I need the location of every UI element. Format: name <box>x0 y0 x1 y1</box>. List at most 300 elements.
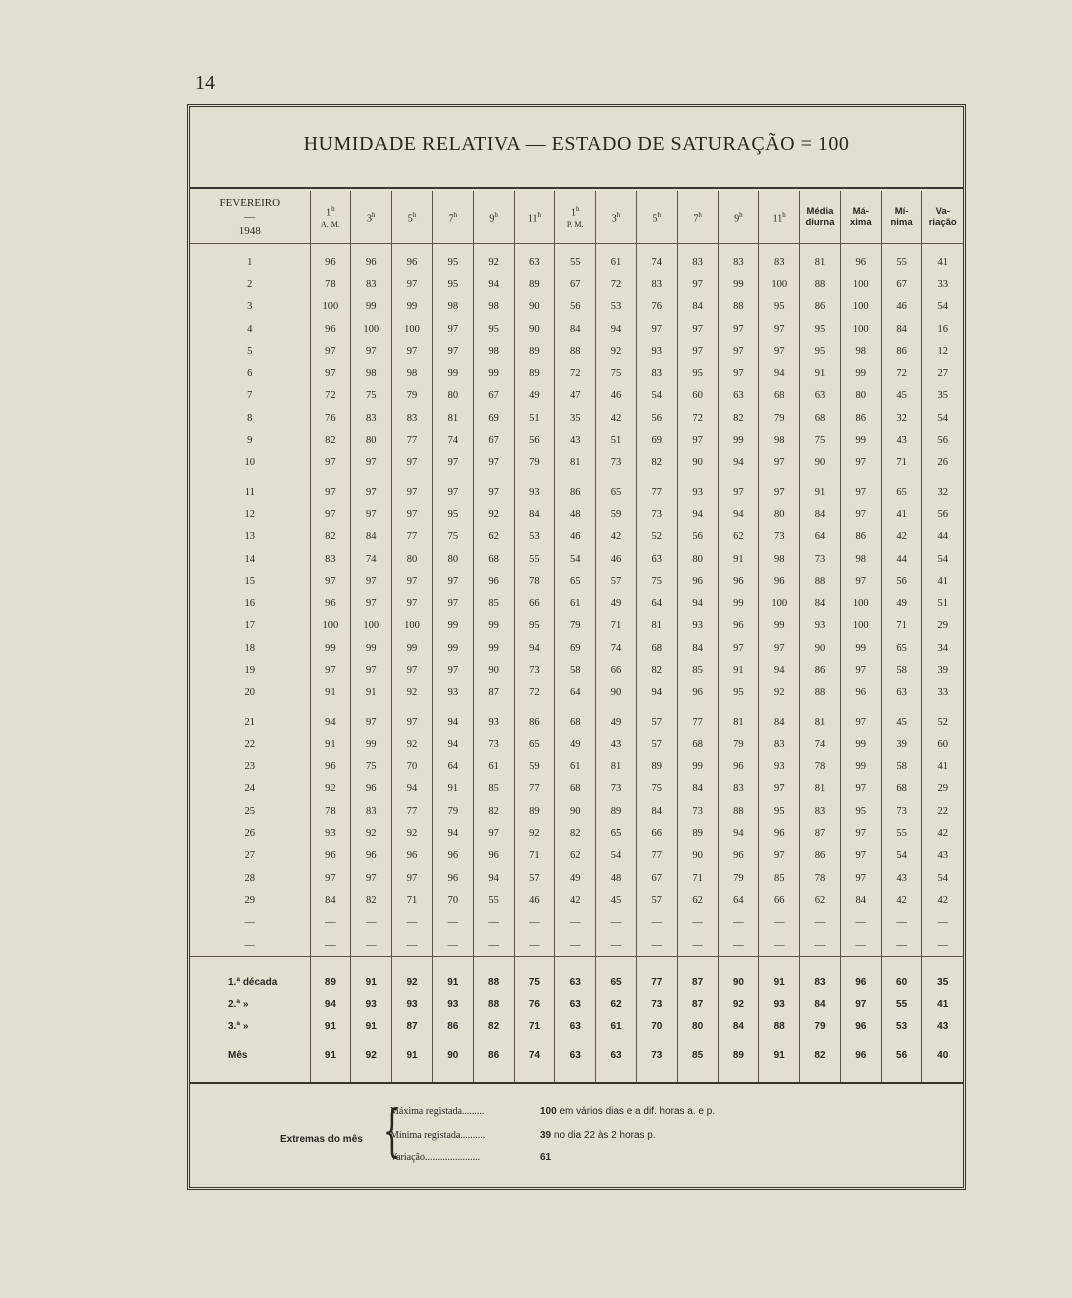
cell-value: 94 <box>759 362 800 384</box>
cell-value: 80 <box>759 503 800 525</box>
cell-value: 100 <box>759 273 800 295</box>
cell-value: 79 <box>392 385 433 407</box>
cell-value: 86 <box>514 711 555 733</box>
cell-value: 100 <box>840 273 881 295</box>
min-header-line: Mí- <box>894 206 909 217</box>
cell-value: 97 <box>432 340 473 362</box>
table-row <box>190 526 963 548</box>
cell-value: 49 <box>555 867 596 889</box>
cell-value: 91 <box>432 971 473 993</box>
cell-value: 43 <box>596 733 637 755</box>
cell-value: 86 <box>881 340 922 362</box>
hour-label: 7 <box>448 213 454 225</box>
cell-value: 80 <box>392 548 433 570</box>
cell-value: — <box>514 912 555 934</box>
spacer-cell <box>310 957 351 972</box>
cell-value: 85 <box>473 778 514 800</box>
cell-value: 79 <box>514 452 555 474</box>
cell-value: 80 <box>677 1016 718 1038</box>
cell-value: 65 <box>596 822 637 844</box>
cell-value: 47 <box>555 385 596 407</box>
cell-value: 52 <box>636 526 677 548</box>
cell-value: 97 <box>759 481 800 503</box>
cell-value: 93 <box>677 615 718 637</box>
hour-header <box>636 191 677 244</box>
cell-value: 94 <box>473 273 514 295</box>
cell-value: 56 <box>922 503 963 525</box>
cell-value: 93 <box>432 994 473 1016</box>
cell-value: 49 <box>596 592 637 614</box>
cell-value: 99 <box>392 637 433 659</box>
row-label: 3 <box>247 301 253 313</box>
hour-header <box>718 191 759 244</box>
cell-value: 58 <box>881 659 922 681</box>
table-row <box>190 570 963 592</box>
cell-value: 81 <box>596 756 637 778</box>
cell-value: 92 <box>351 822 392 844</box>
spacer-cell <box>473 244 514 252</box>
cell-value: 66 <box>636 822 677 844</box>
cell-value: 73 <box>636 1038 677 1072</box>
spacer-cell <box>596 957 637 972</box>
cell-value: 95 <box>432 251 473 273</box>
cell-value: 40 <box>922 1038 963 1072</box>
cell-value: 57 <box>514 867 555 889</box>
page-number: 14 <box>195 72 215 94</box>
cell-value: 79 <box>555 615 596 637</box>
spacer-cell <box>718 957 759 972</box>
cell-value: 76 <box>636 296 677 318</box>
cell-value: 75 <box>800 429 841 451</box>
cell-value: — <box>881 934 922 957</box>
spacer-cell <box>840 474 881 481</box>
cell-value: 96 <box>840 682 881 704</box>
cell-value: 46 <box>555 526 596 548</box>
cell-value: 45 <box>596 889 637 911</box>
cell-value: 97 <box>310 340 351 362</box>
cell-value: 100 <box>840 592 881 614</box>
cell-value: 92 <box>514 822 555 844</box>
cell-value: 79 <box>432 800 473 822</box>
table-row <box>190 481 963 503</box>
cell-value: 88 <box>555 340 596 362</box>
cell-value: 49 <box>555 733 596 755</box>
cell-value: 89 <box>718 1038 759 1072</box>
extreme-variation-label: Variação...................... <box>390 1152 480 1163</box>
spacer-cell <box>351 957 392 972</box>
cell-value: 57 <box>636 889 677 911</box>
cell-value: 94 <box>636 682 677 704</box>
cell-value: 53 <box>514 526 555 548</box>
table-row <box>190 912 963 934</box>
spacer-cell <box>555 704 596 711</box>
cell-value: 100 <box>392 318 433 340</box>
cell-value: 84 <box>840 889 881 911</box>
table-row <box>190 934 963 957</box>
cell-value: 90 <box>800 452 841 474</box>
cell-value: 97 <box>310 570 351 592</box>
cell-value: 84 <box>677 296 718 318</box>
cell-value: 72 <box>677 407 718 429</box>
cell-value: 41 <box>922 994 963 1016</box>
cell-value: 82 <box>310 429 351 451</box>
cell-value: — <box>840 912 881 934</box>
cell-value: 97 <box>473 481 514 503</box>
cell-value: 97 <box>677 340 718 362</box>
hour-label: 5 <box>407 213 413 225</box>
cell-value: 77 <box>636 481 677 503</box>
cell-value: 99 <box>473 362 514 384</box>
cell-value: 73 <box>677 800 718 822</box>
cell-value: 97 <box>473 452 514 474</box>
cell-value: 84 <box>718 1016 759 1038</box>
table-frame <box>187 104 966 1190</box>
spacer-cell <box>473 474 514 481</box>
cell-value: 92 <box>392 971 433 993</box>
row-label: 1 <box>247 256 253 268</box>
cell-value: 87 <box>677 971 718 993</box>
cell-value: 64 <box>636 592 677 614</box>
cell-value: 97 <box>392 570 433 592</box>
cell-value: 90 <box>514 296 555 318</box>
min-header-line: nima <box>890 217 913 228</box>
cell-value: 68 <box>881 778 922 800</box>
spacer-cell <box>759 244 800 252</box>
cell-value: 84 <box>759 711 800 733</box>
cell-value: 79 <box>718 867 759 889</box>
cell-value: 84 <box>677 778 718 800</box>
cell-value: 73 <box>596 452 637 474</box>
min-header <box>881 191 922 244</box>
cell-value: 72 <box>596 273 637 295</box>
mean-header-line: Média <box>806 206 834 217</box>
cell-value: 41 <box>922 251 963 273</box>
cell-value: 90 <box>800 637 841 659</box>
cell-value: 68 <box>473 548 514 570</box>
cell-value: 96 <box>718 570 759 592</box>
cell-value: 94 <box>310 711 351 733</box>
spacer-cell <box>840 704 881 711</box>
row-label: 4 <box>247 323 253 335</box>
extreme-max-note: em vários dias e a dif. horas a. e p. <box>556 1106 716 1117</box>
cell-value: 91 <box>351 682 392 704</box>
cell-value: 91 <box>718 548 759 570</box>
cell-value: — <box>718 934 759 957</box>
cell-value: 84 <box>514 503 555 525</box>
row-label: Mês <box>228 1049 248 1061</box>
row-label: — <box>244 917 256 929</box>
cell-value: 82 <box>310 526 351 548</box>
cell-value: 67 <box>555 273 596 295</box>
cell-value: 83 <box>351 407 392 429</box>
hour-label: 1 <box>570 207 576 219</box>
cell-value: 63 <box>555 1038 596 1072</box>
cell-value: 69 <box>636 429 677 451</box>
cell-value: — <box>514 934 555 957</box>
cell-value: 54 <box>636 385 677 407</box>
cell-value: 79 <box>759 407 800 429</box>
extreme-min-label: Mínima registada.......... <box>390 1130 486 1141</box>
cell-value: 41 <box>922 570 963 592</box>
cell-value: 96 <box>351 845 392 867</box>
cell-value: 82 <box>718 407 759 429</box>
cell-value: 95 <box>800 318 841 340</box>
hour-header <box>432 191 473 244</box>
cell-value: 96 <box>840 1038 881 1072</box>
cell-value: 46 <box>596 548 637 570</box>
cell-value: 74 <box>514 1038 555 1072</box>
cell-value: — <box>636 934 677 957</box>
cell-value: — <box>555 934 596 957</box>
cell-value: 96 <box>718 615 759 637</box>
row-label: 25 <box>244 805 256 817</box>
cell-value: 89 <box>677 822 718 844</box>
cell-value: 97 <box>677 429 718 451</box>
cell-value: 85 <box>473 592 514 614</box>
cell-value: 74 <box>636 251 677 273</box>
cell-value: 71 <box>514 845 555 867</box>
hour-header <box>392 191 433 244</box>
table-row <box>190 251 963 273</box>
cell-value: 88 <box>759 1016 800 1038</box>
cell-value: 68 <box>759 385 800 407</box>
cell-value: 91 <box>800 362 841 384</box>
cell-value: 83 <box>636 362 677 384</box>
cell-value: 46 <box>514 889 555 911</box>
cell-value: 81 <box>800 778 841 800</box>
cell-value: 54 <box>922 548 963 570</box>
cell-value: 66 <box>759 889 800 911</box>
hour-suffix: h <box>412 210 417 219</box>
cell-value: 55 <box>881 822 922 844</box>
cell-value: 45 <box>881 385 922 407</box>
cell-value: 73 <box>800 548 841 570</box>
cell-value: 69 <box>555 637 596 659</box>
hour-label: 3 <box>611 213 617 225</box>
cell-value: 96 <box>392 251 433 273</box>
cell-value: 72 <box>310 385 351 407</box>
row-label: 14 <box>244 553 256 565</box>
cell-value: 97 <box>677 273 718 295</box>
cell-value: 80 <box>351 429 392 451</box>
cell-value: 94 <box>432 822 473 844</box>
cell-value: — <box>718 912 759 934</box>
row-label: 6 <box>247 368 253 380</box>
cell-value: 90 <box>473 659 514 681</box>
cell-value: 97 <box>759 318 800 340</box>
cell-value: 94 <box>392 778 433 800</box>
cell-value: — <box>351 934 392 957</box>
hour-suffix: h <box>739 210 743 219</box>
cell-value: 99 <box>351 296 392 318</box>
spacer-cell <box>432 957 473 972</box>
spacer-cell <box>677 704 718 711</box>
cell-value: 99 <box>432 362 473 384</box>
cell-value: 59 <box>596 503 637 525</box>
cell-value: 86 <box>800 296 841 318</box>
cell-value: 87 <box>473 682 514 704</box>
cell-value: 71 <box>596 615 637 637</box>
cell-value: 97 <box>636 318 677 340</box>
cell-value: — <box>473 934 514 957</box>
cell-value: 97 <box>677 318 718 340</box>
cell-value: 98 <box>840 548 881 570</box>
cell-value: 57 <box>636 733 677 755</box>
cell-value: 92 <box>596 340 637 362</box>
cell-value: 56 <box>881 570 922 592</box>
cell-value: 43 <box>881 867 922 889</box>
max-header <box>840 191 881 244</box>
extremes-label: Extremas do mês <box>280 1134 363 1145</box>
cell-value: 35 <box>922 385 963 407</box>
cell-value: 55 <box>473 889 514 911</box>
row-label: 1.ª década <box>228 976 278 988</box>
cell-value: 98 <box>759 548 800 570</box>
cell-value: 41 <box>922 756 963 778</box>
cell-value: 90 <box>596 682 637 704</box>
spacer-cell <box>800 704 841 711</box>
month-header <box>190 191 310 244</box>
spacer-cell <box>922 244 963 252</box>
cell-value: 94 <box>432 711 473 733</box>
cell-value: 45 <box>881 711 922 733</box>
cell-value: 99 <box>473 615 514 637</box>
hour-header <box>514 191 555 244</box>
cell-value: 91 <box>432 778 473 800</box>
cell-value: 79 <box>718 733 759 755</box>
spacer-cell <box>881 957 922 972</box>
cell-value: 61 <box>473 756 514 778</box>
cell-value: 57 <box>596 570 637 592</box>
cell-value: 93 <box>473 711 514 733</box>
extreme-variation <box>390 1152 551 1163</box>
cell-value: 65 <box>881 481 922 503</box>
cell-value: 99 <box>351 733 392 755</box>
cell-value: 39 <box>922 659 963 681</box>
table-row <box>190 889 963 911</box>
spacer-cell <box>514 244 555 252</box>
cell-value: 34 <box>922 637 963 659</box>
month-label: FEVEREIRO <box>219 197 281 209</box>
cell-value: 84 <box>800 592 841 614</box>
spacer-cell <box>514 474 555 481</box>
spacer-cell <box>800 474 841 481</box>
cell-value: 83 <box>718 251 759 273</box>
cell-value: 90 <box>677 452 718 474</box>
spacer-cell <box>351 704 392 711</box>
hour-header <box>310 191 351 244</box>
cell-value: 97 <box>392 711 433 733</box>
cell-value: 96 <box>432 867 473 889</box>
cell-value: 97 <box>351 503 392 525</box>
cell-value: 86 <box>840 407 881 429</box>
table-row <box>190 429 963 451</box>
cell-value: 94 <box>718 452 759 474</box>
cell-value: 46 <box>881 296 922 318</box>
cell-value: 65 <box>596 481 637 503</box>
cell-value: 89 <box>514 362 555 384</box>
hour-header <box>555 191 596 244</box>
cell-value: 92 <box>718 994 759 1016</box>
cell-value: 56 <box>555 296 596 318</box>
spacer-cell <box>555 474 596 481</box>
table-row <box>190 296 963 318</box>
cell-value: 85 <box>677 1038 718 1072</box>
cell-value: 97 <box>840 822 881 844</box>
cell-value: 86 <box>473 1038 514 1072</box>
cell-value: 98 <box>759 429 800 451</box>
cell-value: 70 <box>432 889 473 911</box>
cell-value: 79 <box>800 1016 841 1038</box>
cell-value: 94 <box>677 503 718 525</box>
cell-value: 83 <box>310 548 351 570</box>
cell-value: 93 <box>677 481 718 503</box>
cell-value: — <box>800 934 841 957</box>
spacer-cell <box>555 244 596 252</box>
cell-value: 97 <box>759 452 800 474</box>
cell-value: 89 <box>514 340 555 362</box>
cell-value: 97 <box>718 481 759 503</box>
table-row <box>190 756 963 778</box>
cell-value: 65 <box>881 637 922 659</box>
cell-value: 86 <box>840 526 881 548</box>
cell-value: — <box>759 912 800 934</box>
spacer-cell <box>351 244 392 252</box>
cell-value: 62 <box>800 889 841 911</box>
cell-value: 88 <box>800 570 841 592</box>
cell-value: 97 <box>840 503 881 525</box>
spacer-cell <box>759 474 800 481</box>
cell-value: 99 <box>759 615 800 637</box>
cell-value: 58 <box>881 756 922 778</box>
cell-value: 88 <box>800 682 841 704</box>
cell-value: 100 <box>351 615 392 637</box>
cell-value: 97 <box>392 481 433 503</box>
cell-value: 100 <box>840 615 881 637</box>
cell-value: 97 <box>351 452 392 474</box>
cell-value: 65 <box>555 570 596 592</box>
cell-value: 77 <box>636 971 677 993</box>
table-row <box>190 407 963 429</box>
cell-value: 95 <box>473 318 514 340</box>
cell-value: 56 <box>922 429 963 451</box>
cell-value: 96 <box>473 845 514 867</box>
spacer-cell <box>718 704 759 711</box>
hour-suffix: h <box>537 210 541 219</box>
cell-value: 65 <box>596 971 637 993</box>
cell-value: 55 <box>514 548 555 570</box>
row-label: 10 <box>244 457 256 469</box>
cell-value: 80 <box>432 385 473 407</box>
cell-value: 48 <box>555 503 596 525</box>
cell-value: 92 <box>351 1038 392 1072</box>
cell-value: 67 <box>636 867 677 889</box>
cell-value: 99 <box>432 615 473 637</box>
spacer-cell <box>677 244 718 252</box>
cell-value: 41 <box>881 503 922 525</box>
cell-value: 96 <box>677 682 718 704</box>
spacer-cell <box>922 957 963 972</box>
cell-value: — <box>432 934 473 957</box>
cell-value: — <box>473 912 514 934</box>
cell-value: 91 <box>310 1038 351 1072</box>
cell-value: 90 <box>514 318 555 340</box>
cell-value: 96 <box>310 251 351 273</box>
cell-value: 56 <box>636 407 677 429</box>
cell-value: 97 <box>392 340 433 362</box>
cell-value: 12 <box>922 340 963 362</box>
cell-value: 93 <box>759 994 800 1016</box>
